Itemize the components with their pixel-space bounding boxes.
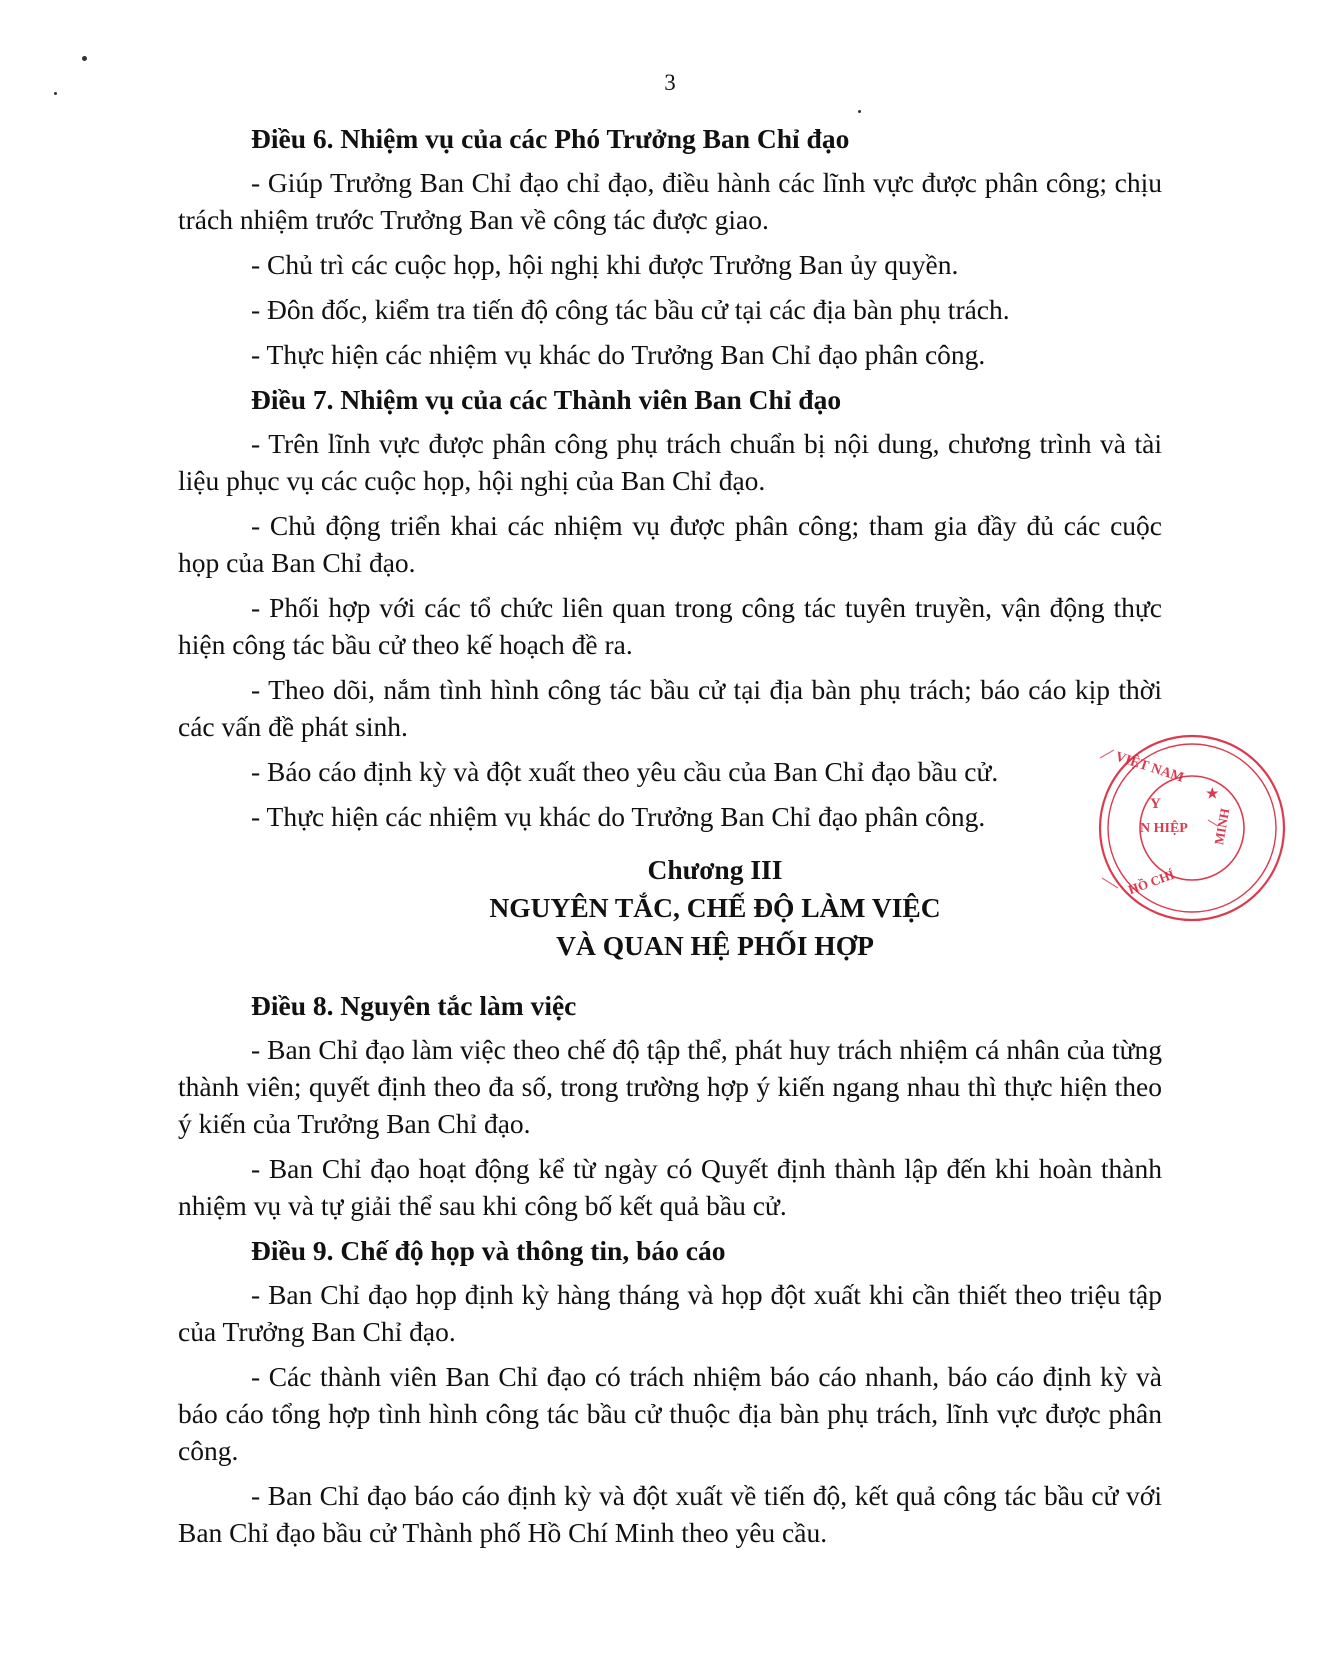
stamp-star: ★ [1206, 787, 1219, 802]
article-paragraph: - Đôn đốc, kiểm tra tiến độ công tác bầu cử tại các địa bàn phụ trách. [251, 294, 1010, 325]
chapter-number: Chương III [647, 854, 783, 885]
scan-speck [82, 56, 87, 61]
chapter-title-line-2: VÀ QUAN HỆ PHỐI HỢP [556, 930, 874, 961]
chapter-title [178, 851, 1162, 965]
article-paragraph: - Chủ động triển khai các nhiệm vụ được phân công; tham gia đầy đủ các cuộc họp của Ban Chỉ đạo. [178, 510, 1162, 578]
page-number: 3 [664, 70, 676, 95]
article-paragraph: - Chủ trì các cuộc họp, hội nghị khi được Trưởng Ban ủy quyền. [251, 249, 959, 280]
article-paragraph: - Báo cáo định kỳ và đột xuất theo yêu cầu của Ban Chỉ đạo bầu cử. [251, 756, 999, 787]
article-paragraph: - Ban Chỉ đạo làm việc theo chế độ tập thể, phát huy trách nhiệm cá nhân của từng thành viên; quyết định theo đa số, trong trường hợp ý kiến ngang nhau thì thực hiện theo ý kiến của Trưởng Ban Chỉ đạo. [178, 1034, 1162, 1139]
document-body [178, 120, 1162, 1559]
scan-speck [54, 92, 57, 95]
article-heading: Điều 6. Nhiệm vụ của các Phó Trưởng Ban Chỉ đạo [251, 123, 850, 154]
article-7 [178, 381, 1162, 835]
article-heading: Điều 9. Chế độ họp và thông tin, báo cáo [251, 1235, 726, 1266]
article-paragraph: - Giúp Trưởng Ban Chỉ đạo chỉ đạo, điều hành các lĩnh vực được phân công; chịu trách nhiệm trước Trưởng Ban về công tác được giao. [178, 167, 1162, 235]
article-6 [178, 120, 1162, 373]
article-heading: Điều 8. Nguyên tắc làm việc [251, 990, 577, 1021]
stamp-text-mid2: N HIỆP [1140, 821, 1188, 836]
official-seal-stamp [1092, 728, 1233, 928]
article-paragraph: - Thực hiện các nhiệm vụ khác do Trưởng Ban Chỉ đạo phân công. [251, 339, 986, 370]
article-8 [178, 987, 1162, 1224]
article-paragraph: - Theo dõi, nắm tình hình công tác bầu cử tại địa bàn phụ trách; báo cáo kịp thời các vấn đề phát sinh. [178, 674, 1162, 742]
scan-speck [858, 110, 861, 113]
stamp-text-side: MINH [1211, 807, 1233, 846]
article-9 [178, 1232, 1162, 1551]
stamp-text-bottom: HỒ CHÍ [1126, 866, 1177, 898]
stamp-text-mid1: Y [1150, 796, 1161, 812]
article-paragraph: - Trên lĩnh vực được phân công phụ trách chuẩn bị nội dung, chương trình và tài liệu phục vụ các cuộc họp, hội nghị của Ban Chỉ đạo. [178, 428, 1162, 496]
article-paragraph: - Thực hiện các nhiệm vụ khác do Trưởng Ban Chỉ đạo phân công. [251, 801, 986, 832]
article-paragraph: - Ban Chỉ đạo họp định kỳ hàng tháng và họp đột xuất khi cần thiết theo triệu tập của Trưởng Ban Chỉ đạo. [178, 1279, 1162, 1347]
stamp-text-top: VIỆT NAM [1113, 749, 1186, 786]
article-paragraph: - Phối hợp với các tổ chức liên quan trong công tác tuyên truyền, vận động thực hiện công tác bầu cử theo kế hoạch đề ra. [178, 592, 1162, 660]
article-heading: Điều 7. Nhiệm vụ của các Thành viên Ban Chỉ đạo [251, 384, 842, 415]
article-paragraph: - Ban Chỉ đạo báo cáo định kỳ và đột xuất về tiến độ, kết quả công tác bầu cử với Ban Chỉ đạo bầu cử Thành phố Hồ Chí Minh theo yêu cầu. [178, 1480, 1162, 1548]
article-paragraph: - Các thành viên Ban Chỉ đạo có trách nhiệm báo cáo nhanh, báo cáo định kỳ và báo cáo tổng hợp tình hình công tác bầu cử thuộc địa bàn phụ trách, lĩnh vực được phân công. [178, 1361, 1162, 1466]
chapter-title-line-1: NGUYÊN TẮC, CHẾ ĐỘ LÀM VIỆC [489, 892, 941, 923]
article-paragraph: - Ban Chỉ đạo hoạt động kể từ ngày có Quyết định thành lập đến khi hoàn thành nhiệm vụ và tự giải thể sau khi công bố kết quả bầu cử. [178, 1153, 1162, 1221]
